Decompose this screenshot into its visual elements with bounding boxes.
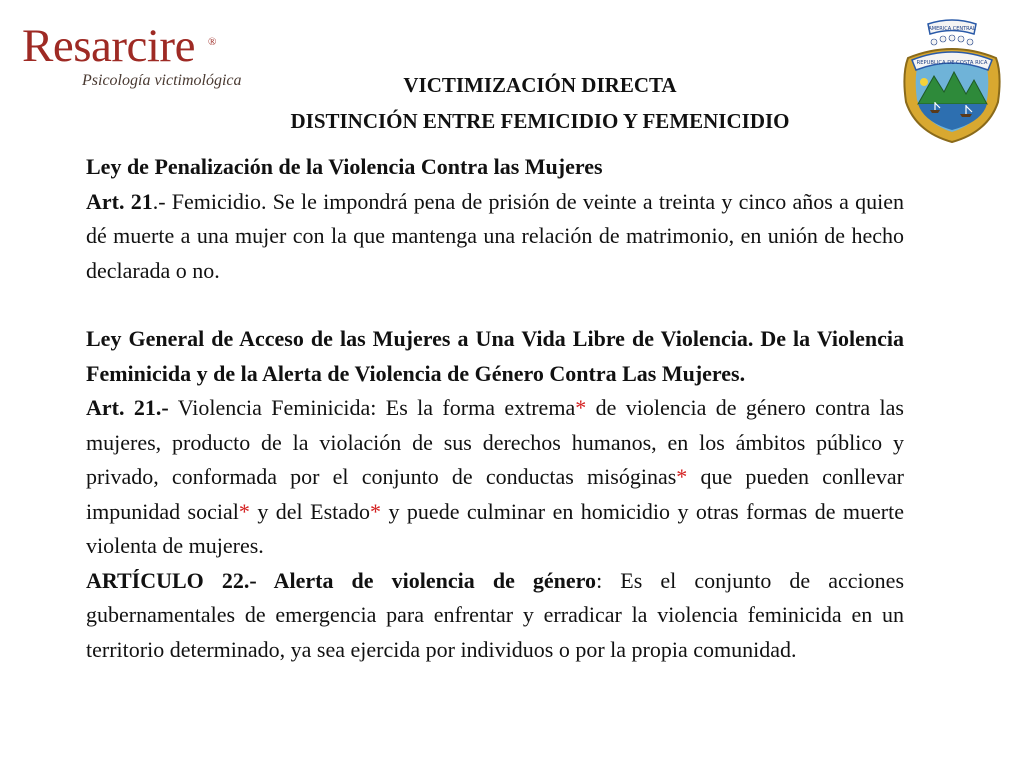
section1-law-title: Ley de Penalización de la Violencia Contra las Mujeres	[86, 154, 603, 179]
section1-art-label: Art. 21	[86, 188, 153, 214]
logo-name: Resarcire	[22, 20, 195, 72]
asterisk-mark: *	[238, 498, 250, 524]
section1-article-21	[86, 185, 904, 289]
section2-art22-label: ARTÍCULO 22.- Alerta de violencia de género	[86, 567, 597, 593]
emblem-banner-top: AMERICA CENTRAL	[928, 26, 976, 32]
page-title-line2: DISTINCIÓN ENTRE FEMICIDIO Y FEMENICIDIO	[290, 109, 790, 133]
asterisk-mark: *	[676, 464, 688, 489]
asterisk-mark: *	[370, 498, 382, 524]
section2-law-title: Ley General de Acceso de las Mujeres a Una Vida Libre de Violencia. De la Violencia Feminicida y de la Alerta de Violencia de Género Contra Las Mujeres.	[86, 326, 904, 386]
section2-art21-label: Art. 21.-	[86, 395, 169, 420]
body-text	[86, 150, 904, 667]
asterisk-mark: *	[575, 395, 587, 420]
paragraph-gap	[86, 288, 904, 322]
emblem-banner-main: REPUBLICA DE COSTA RICA	[916, 60, 988, 66]
section1-art-text: .- Femicidio. Se le impondrá pena de prisión de veinte a treinta y cinco años a quien dé muerte a una mujer con la que mantenga una relación de matrimonio, en unión de hecho declarada o no.	[86, 188, 904, 283]
page-title-line1: VICTIMIZACIÓN DIRECTA	[403, 73, 677, 97]
logo-subtitle: Psicología victimológica	[82, 72, 242, 89]
section2-art22-text: : Es el conjunto de acciones gubernamentales de emergencia para enfrentar y erradicar la violencia feminicida en un territorio determinado, ya sea ejercida por individuos o por la propia comunidad.	[86, 567, 904, 662]
logo-registered-mark: ®	[208, 36, 217, 48]
section2-article-22	[86, 564, 904, 668]
section2-article-21: Art. 21.- Violencia Feminicida: Es la forma extrema* de violencia de género contra las mujeres, producto de la violación de sus derechos humanos, en los ámbitos público y privado, conformada por el conjunto de conductas misóginas* que pueden conllevar impunidad social* y del Estado* y puede culminar en homicidio y otras formas de muerte violenta de mujeres.	[86, 395, 905, 558]
